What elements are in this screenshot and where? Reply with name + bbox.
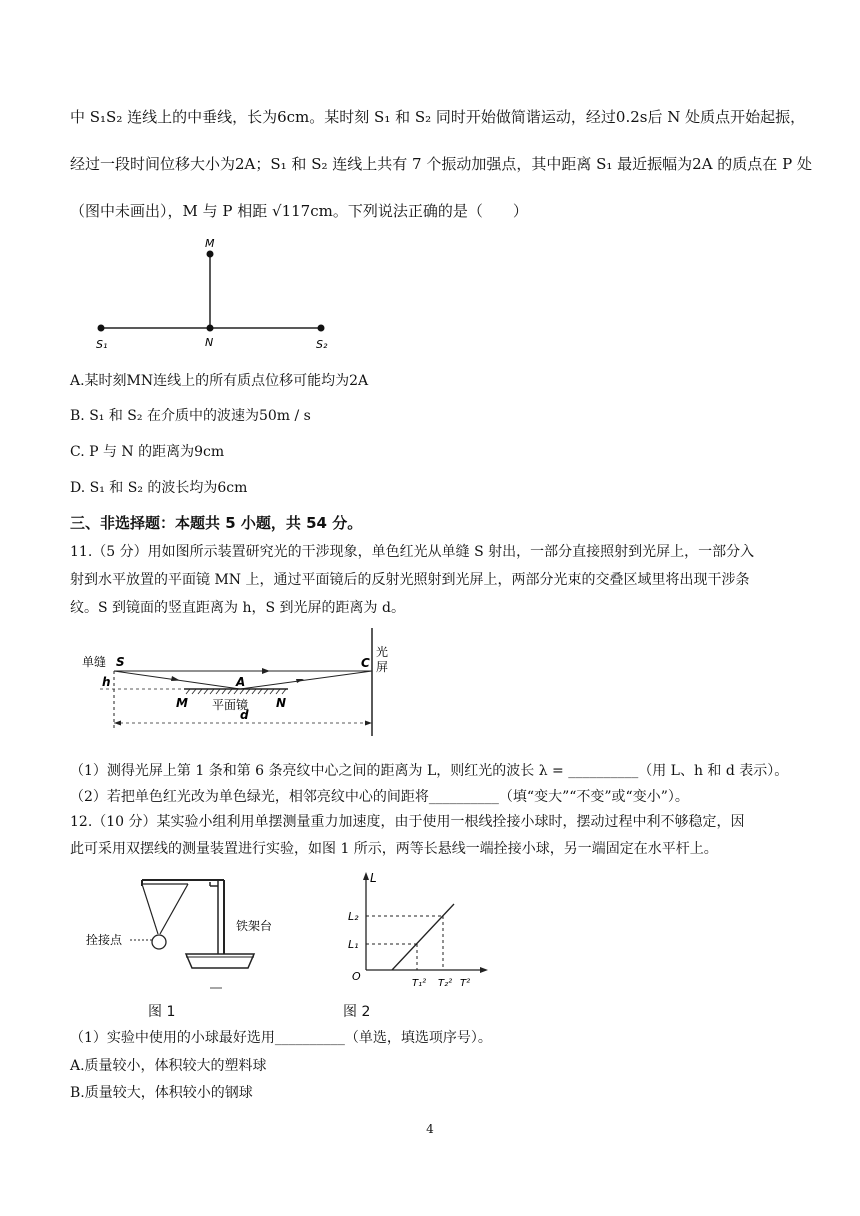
q11-part-1: （1）测得光屏上第 1 条和第 6 条亮纹中心之间的距离为 L，则红光的波长 λ = __________（用 L、h 和 d 表示）。: [70, 763, 789, 779]
label-N: N: [276, 696, 287, 710]
q11-stem-line-3: 纹。S 到镜面的竖直距离为 h，S 到光屏的距离为 d。: [70, 600, 405, 616]
label-stand: 铁架台: [236, 919, 273, 933]
label-d: d: [240, 708, 249, 722]
label-screen-1: 光: [376, 645, 389, 659]
label-slit: 单缝: [82, 655, 107, 669]
q12-option-b: B.质量较大，体积较小的钢球: [70, 1085, 253, 1101]
label-C: C: [361, 656, 370, 670]
q10-stem-line-3: （图中未画出），M 与 P 相距 √117cm。下列说法正确的是（ ）: [70, 202, 528, 220]
label-S: S: [116, 655, 125, 669]
label-M: M: [176, 696, 188, 710]
q10-stem-line-1: 中 S₁S₂ 连线上的中垂线，长为6cm。某时刻 S₁ 和 S₂ 同时开始做简谐运动，经过0.2s后 N 处质点开始起振，: [70, 108, 806, 126]
q12-figure-2: [336, 868, 496, 998]
q11-part-2: （2）若把单色红光改为单色绿光，相邻亮纹中心的间距将__________（填“变大”“不变”或“变小”）。: [70, 789, 689, 805]
label-h: h: [102, 675, 111, 689]
tick-T2sq: T₂²: [438, 978, 453, 989]
q11-stem-line-1: 11.（5 分）用如图所示装置研究光的干涉现象，单色红光从单缝 S 射出，一部分直接照射到光屏上，一部分入: [70, 544, 755, 560]
label-A: A: [236, 675, 246, 689]
q11-stem-line-2: 射到水平放置的平面镜 MN 上，通过平面镜后的反射光照射到光屏上，两部分光束的交叠区域里将出现干涉条: [70, 572, 750, 588]
section-heading: 三、非选择题：本题共 5 小题，共 54 分。: [70, 514, 363, 532]
label-mirror: 平面镜: [212, 698, 249, 712]
origin-O: O: [352, 970, 361, 983]
label-S2: S₂: [316, 338, 328, 351]
q10-option-a: A.某时刻MN连线上的所有质点位移可能均为2A: [70, 373, 369, 389]
q10-stem-line-2: 经过一段时间位移大小为2A；S₁ 和 S₂ 连线上共有 7 个振动加强点，其中距离 S₁ 最近振幅为2A 的质点在 P 处: [70, 155, 812, 173]
q10-option-d: D. S₁ 和 S₂ 的波长均为6cm: [70, 480, 248, 496]
label-N: N: [205, 336, 214, 349]
q11-figure: [80, 626, 400, 740]
figure-1-caption: 图 1: [148, 1004, 176, 1020]
axis-label-Tsq: T²: [460, 978, 471, 989]
q10-option-b: B. S₁ 和 S₂ 在介质中的波速为50m / s: [70, 408, 311, 424]
tick-L1: L₁: [348, 938, 359, 951]
tick-T1sq: T₁²: [412, 978, 427, 989]
q12-stem-line-2: 此可采用双摆线的测量装置进行实验，如图 1 所示，两等长悬线一端拴接小球，另一端固定在水平杆上。: [70, 841, 718, 857]
tick-L2: L₂: [348, 910, 359, 923]
label-screen-2: 屏: [376, 660, 389, 674]
graph-line: [392, 904, 454, 970]
label-S1: S₁: [96, 338, 108, 351]
q12-figure-1: [86, 872, 286, 997]
q10-option-c: C. P 与 N 的距离为9cm: [70, 444, 225, 460]
axis-label-L: L: [370, 871, 377, 885]
q10-figure: [88, 232, 348, 360]
q12-part-1: （1）实验中使用的小球最好选用__________（单选，填选项序号）。: [70, 1030, 492, 1046]
page-number: 4: [426, 1122, 434, 1136]
q12-stem-line-1: 12.（10 分）某实验小组利用单摆测量重力加速度，由于使用一根线拴接小球时，摆动过程中利不够稳定，因: [70, 814, 745, 830]
label-tie-point: 拴接点: [86, 933, 123, 947]
label-M: M: [205, 237, 215, 250]
q12-option-a: A.质量较小，体积较大的塑料球: [70, 1058, 267, 1074]
figure-2-caption: 图 2: [343, 1004, 371, 1020]
